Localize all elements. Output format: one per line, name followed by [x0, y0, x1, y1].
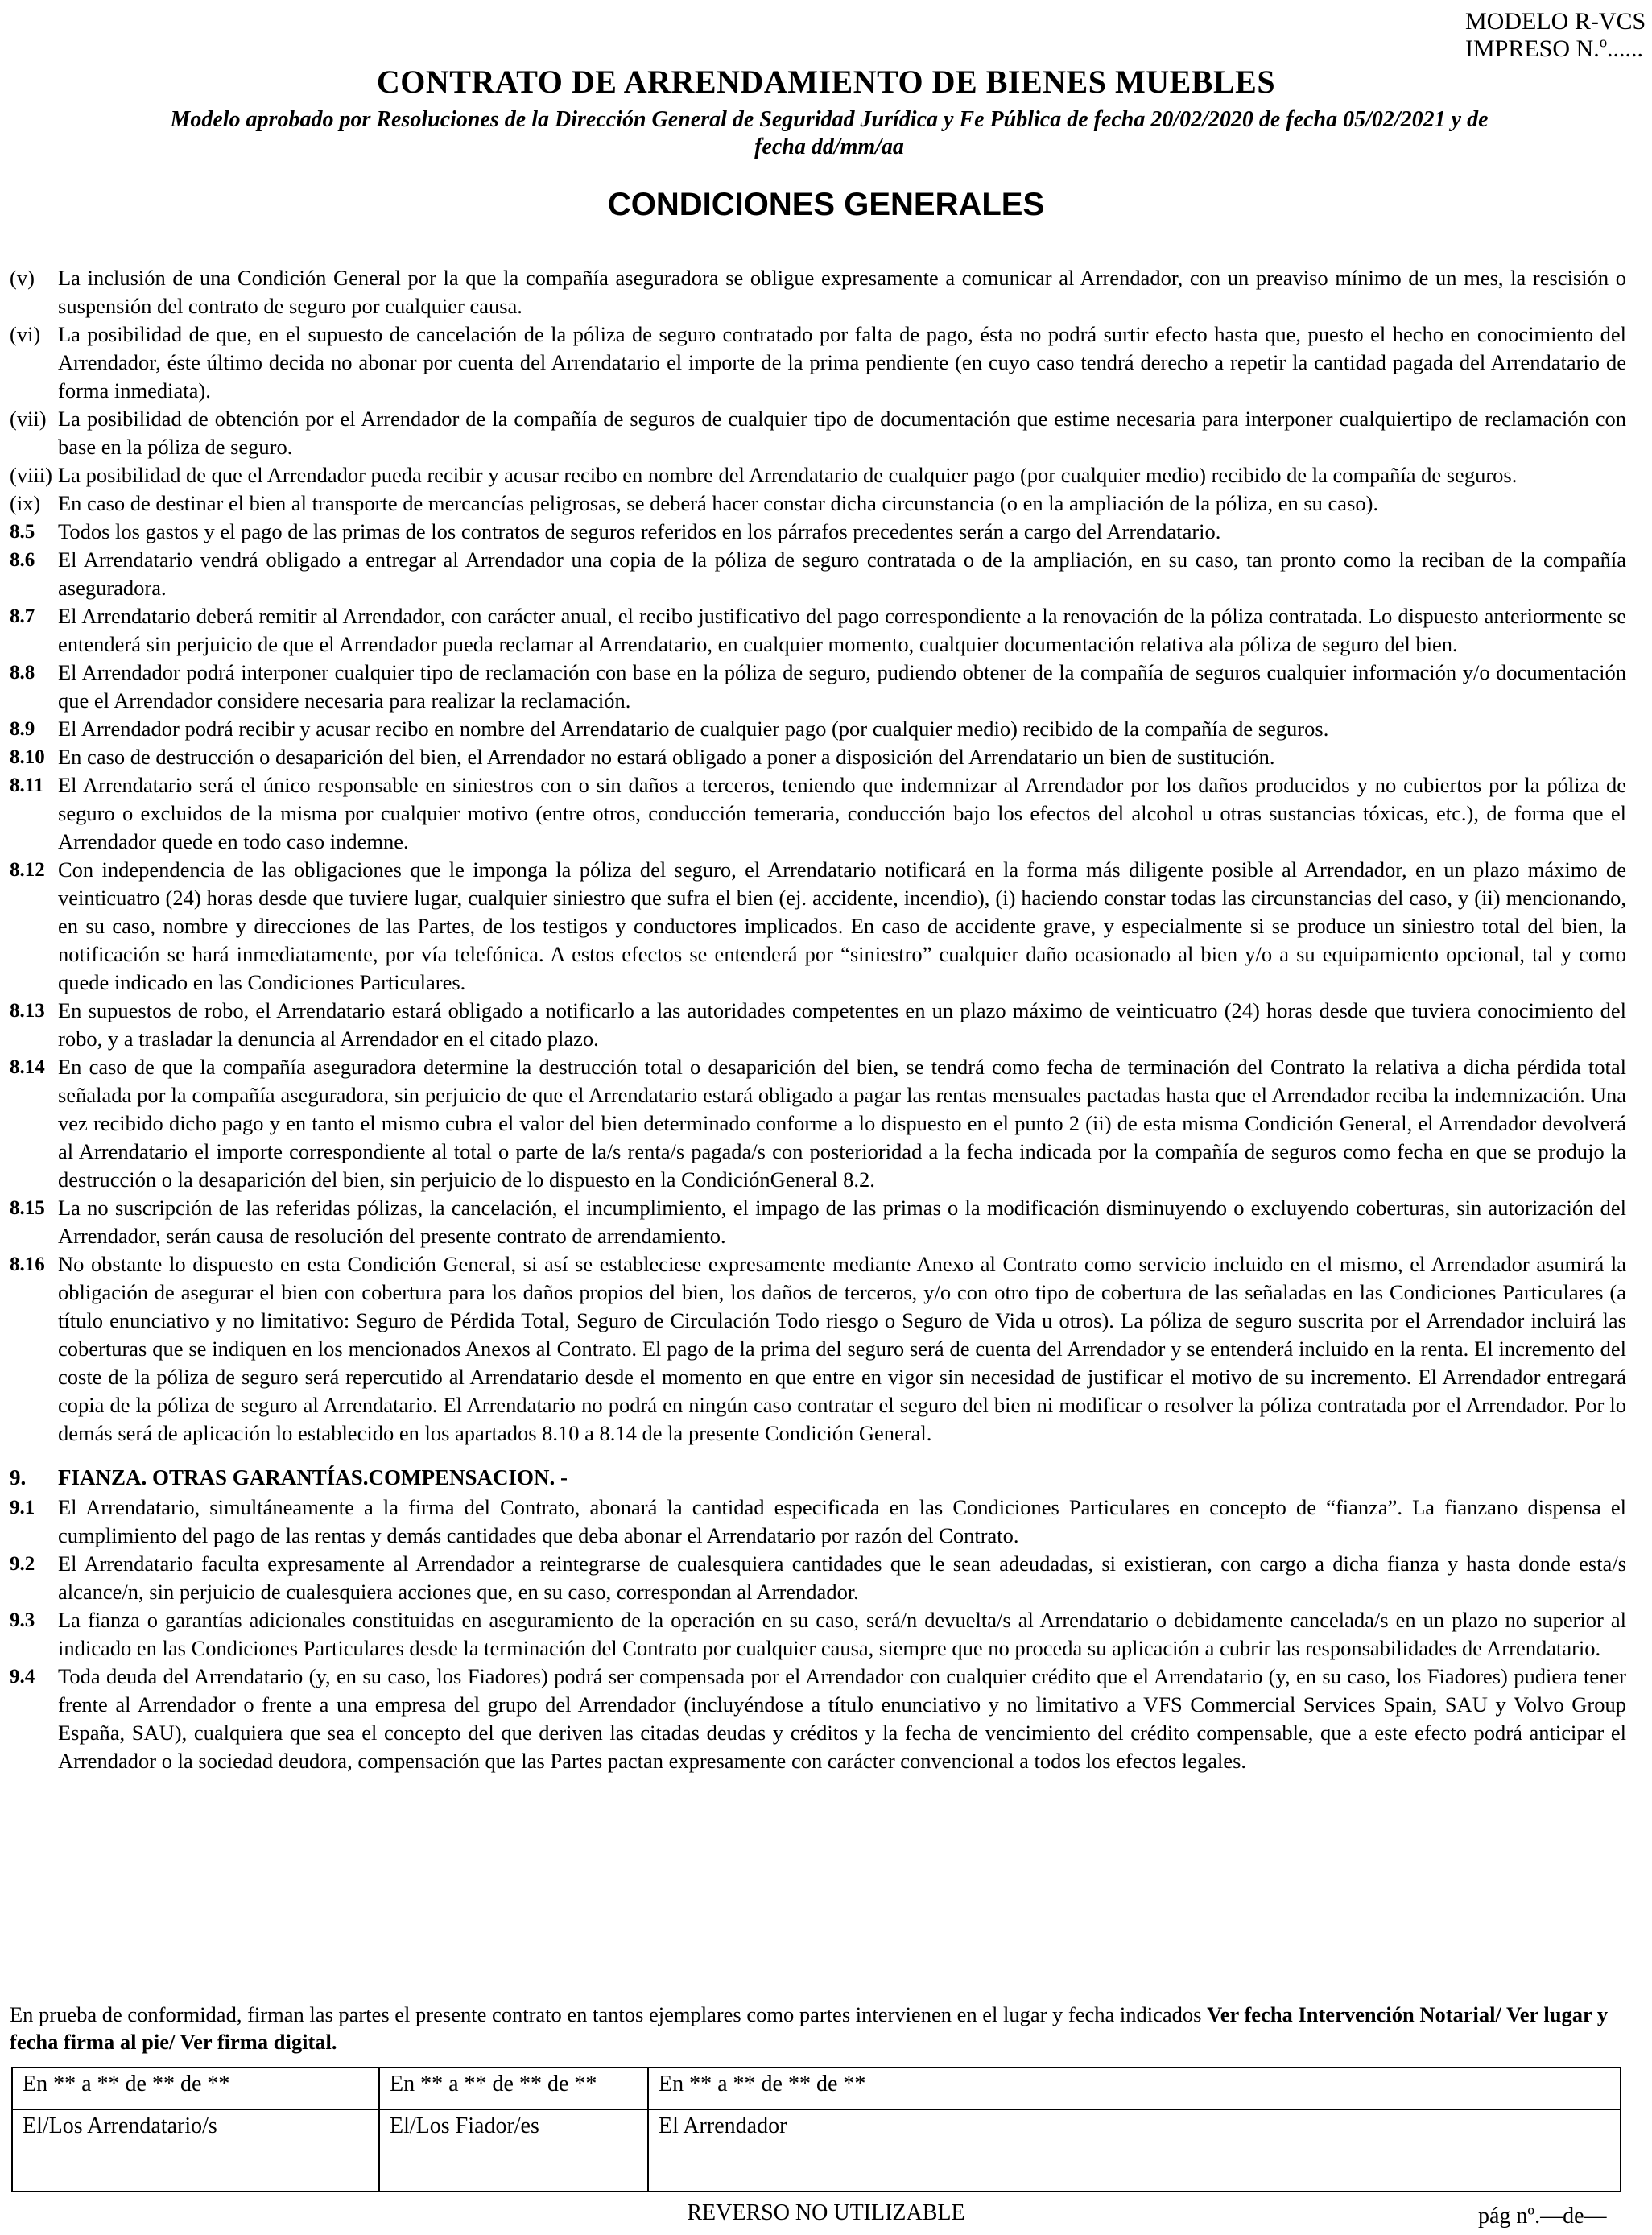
clause-number: 9.4 [10, 1666, 35, 1688]
clause [10, 1250, 1626, 1448]
clause [10, 1053, 1626, 1194]
clause-text: En caso de que la compañía aseguradora determine la destrucción total o desaparición del bien, se tendrá como fecha de terminación del Contrato la relativa a dicha pérdida total señalada por la compañía aseguradora, sin perjuicio de que el Arrendatario estará obligado a pagar las rentas mensuales pactadas hasta que el Arrendador reciba la indemnización. Una vez recibido dicho pago y en tanto el mismo cubra el valor del bien determinado conforme a lo dispuesto en el punto 2 (ii) de esta misma Condición General, el Arrendador devolverá al Arrendatario el importe correspondiente al total o parte de la/s renta/s pagada/s con posterioridad a la fecha indicada por la compañía de seguros como fecha en que se produjo la destrucción o la desaparición del bien, sin perjuicio de lo dispuesto en la CondiciónGeneral 8.2. [58, 1055, 1626, 1192]
document-title: CONTRATO DE ARRENDAMIENTO DE BIENES MUEBLES [376, 64, 1276, 100]
clause-text: En supuestos de robo, el Arrendatario estará obligado a notificarlo a las autoridades competentes en un plazo máximo de veinticuatro (24) horas desde que tuviera conocimiento del robo, y a trasladar la denuncia al Arrendador en el citado plazo. [58, 998, 1626, 1051]
signature-table [11, 2067, 1621, 2192]
model-reference [1465, 8, 1646, 63]
clause-number: (ix) [10, 491, 41, 515]
clause-number: 8.15 [10, 1197, 45, 1219]
signature-statement-text: En prueba de conformidad, firman las partes el presente contrato en tantos ejemplares como partes intervienen en el lugar y fecha indicados [10, 2002, 1208, 2026]
clause-number: 8.6 [10, 549, 35, 571]
clause-text: Con independencia de las obligaciones que le imponga la póliza del seguro, el Arrendatario notificará en la forma más diligente posible al Arrendador, en un plazo máximo de veinticuatro (24) horas desde que tuviere lugar, cualquier siniestro que sufra el bien (ej. accidente, incendio), (i) haciendo constar todas las circunstancias del caso, y (ii) mencionando, en su caso, nombre y direcciones de las Partes, de los testigos y conductores implicados. En caso de accidente grave, y especialmente si se produce un siniestro total del bien, la notificación se hará inmediatamente, por vía telefónica. A estos efectos se entenderá por “siniestro” cualquier daño ocasionado al bien y/o a su equipamiento opcional, tal y como quede indicado en las Condiciones Particulares. [58, 857, 1626, 994]
signature-statement [10, 2001, 1620, 2055]
clauses-list-9 [10, 1493, 1626, 1775]
clause [10, 518, 1626, 546]
clause [10, 490, 1626, 518]
clause-text: La posibilidad de que el Arrendador pueda recibir y acusar recibo en nombre del Arrendatario de cualquier pago (por cualquier medio) recibido de la compañía de seguros. [58, 463, 1518, 487]
clause-text: La fianza o garantías adicionales constituidas en aseguramiento de la operación en su caso, será/n devuelta/s al Arrendatario o debidamente cancelada/s en un plazo no superior al indicado en las Condiciones Particulares desde la terminación del Contrato por cualquier causa, siempre que no proceda su aplicación a cubrir las responsabilidades de Arrendatario. [58, 1608, 1626, 1660]
clause [10, 1550, 1626, 1606]
reverse-notice: REVERSO NO UTILIZABLE [687, 2200, 965, 2225]
clause-text: El Arrendatario faculta expresamente al Arrendador a reintegrarse de cualesquiera cantidades que le sean adeudadas, si existieran, con cargo a dicha fianza y hasta donde esta/s alcance/n, sin perjuicio de cualesquiera acciones que, en su caso, correspondan al Arrendador. [58, 1551, 1626, 1604]
clause-number: 9.2 [10, 1553, 35, 1575]
clause [10, 1194, 1626, 1250]
section-9-number: 9. [10, 1465, 27, 1489]
clause-number: (vi) [10, 322, 41, 346]
clause [10, 602, 1626, 659]
page-number: pág nº.—de— [1478, 2204, 1607, 2229]
clause [10, 997, 1626, 1053]
clause [10, 320, 1626, 405]
signature-box-tenant: El/Los Arrendatario/s [12, 2109, 379, 2192]
clause-number: 8.7 [10, 605, 35, 627]
signature-box-guarantor: El/Los Fiador/es [379, 2109, 648, 2192]
clause [10, 856, 1626, 997]
clause [10, 546, 1626, 602]
section-9-title: FIANZA. OTRAS GARANTÍAS.COMPENSACION. - [58, 1465, 568, 1489]
clause-text: El Arrendador podrá interponer cualquier tipo de reclamación con base en la póliza de seguro, pudiendo obtener de la compañía de seguros cualquier información y/o documentación que el Arrendador considere necesaria para realizar la reclamación. [58, 660, 1626, 713]
signature-box-lessor: El Arrendador [648, 2109, 1621, 2192]
clause-text: El Arrendatario deberá remitir al Arrendador, con carácter anual, el recibo justificativo del pago correspondiente a la renovación de la póliza contratada. Lo dispuesto anteriormente se entenderá sin perjuicio de que el Arrendador pueda reclamar al Arrendatario, en cualquier momento, cualquier documentación relativa ala póliza de seguro del bien. [58, 604, 1626, 656]
clause-number: 8.16 [10, 1254, 45, 1275]
clause-text: En caso de destrucción o desaparición del bien, el Arrendador no estará obligado a poner a disposición del Arrendatario un bien de sustitución. [58, 745, 1275, 769]
print-number: IMPRESO N.º...... [1465, 35, 1644, 62]
signature-statement-emphasis: Ver fecha Intervención Notarial/ Ver lugar y fecha firma al pie/ Ver firma digital. [10, 2002, 1609, 2054]
clause [10, 264, 1626, 320]
clause-number: 8.12 [10, 859, 45, 881]
section-9-heading [10, 1464, 1626, 1492]
section-heading: CONDICIONES GENERALES [607, 187, 1045, 222]
clause-text: La posibilidad de obtención por el Arrendador de la compañía de seguros de cualquier tipo de documentación que estime necesaria para interponer cualquiertipo de reclamación con base en la póliza de seguro. [58, 407, 1626, 459]
clause-text: La no suscripción de las referidas pólizas, la cancelación, el incumplimiento, el impago de las primas o la modificación disminuyendo o excluyendo coberturas, sin autorización del Arrendador, serán causa de resolución del presente contrato de arrendamiento. [58, 1196, 1626, 1248]
clauses-list-8 [10, 264, 1626, 1448]
signature-date-tenant: En ** a ** de ** de ** [12, 2068, 379, 2109]
clause-text: Todos los gastos y el pago de las primas de los contratos de seguros referidos en los párrafos precedentes serán a cargo del Arrendatario. [58, 519, 1221, 543]
clause-number: 8.14 [10, 1056, 45, 1078]
document-subtitle: Modelo aprobado por Resoluciones de la Dirección General de Seguridad Jurídica y Fe Pública de fecha 20/02/2020 de fecha 05/02/2021 y de fecha dd/mm/aa [170, 107, 1489, 159]
clause [10, 715, 1626, 743]
clause [10, 659, 1626, 715]
clause-text: El Arrendador podrá recibir y acusar recibo en nombre del Arrendatario de cualquier pago (por cualquier medio) recibido de la compañía de seguros. [58, 717, 1329, 741]
clause [10, 771, 1626, 856]
clause-number: 9.3 [10, 1609, 35, 1631]
clause-number: 8.10 [10, 746, 45, 768]
clause-text: El Arrendatario, simultáneamente a la firma del Contrato, abonará la cantidad especificada en las Condiciones Particulares en concepto de “fianza”. La fianzano dispensa el cumplimiento del pago de las rentas y demás cantidades que deba abonar el Arrendatario por razón del Contrato. [58, 1495, 1626, 1547]
signature-date-lessor: En ** a ** de ** de ** [648, 2068, 1621, 2109]
clause-text: La inclusión de una Condición General por la que la compañía aseguradora se obligue expresamente a comunicar al Arrendador, con un preaviso mínimo de un mes, la rescisión o suspensión del contrato de seguro por cualquier causa. [58, 266, 1626, 318]
clause-number: (viii) [10, 463, 52, 487]
clause-number: 9.1 [10, 1497, 35, 1518]
clause-text: El Arrendatario será el único responsable en siniestros con o sin daños a terceros, teniendo que indemnizar al Arrendador por los daños producidos y no cubiertos por la póliza de seguro o excluidos de la misma por cualquier motivo (entre otros, conducción temeraria, conducción bajo los efectos del alcohol u otras sustancias tóxicas, etc.), de forma que el Arrendador quede en todo caso indemne. [58, 773, 1626, 853]
clause-number: (vii) [10, 407, 47, 431]
clause-number: (v) [10, 266, 35, 290]
clause [10, 1663, 1626, 1775]
clause-number: 8.9 [10, 718, 35, 740]
clause [10, 1493, 1626, 1550]
clause-text: Toda deuda del Arrendatario (y, en su caso, los Fiadores) podrá ser compensada por el Arrendador con cualquier crédito que el Arrendatario (y, en su caso, los Fiadores) pudiera tener frente al Arrendador o frente a una empresa del grupo del Arrendador (incluyéndose a título enunciativo y no limitativo a VFS Commercial Services Spain, SAU y Volvo Group España, SAU), cualquiera que sea el concepto del que deriven las citadas deudas y créditos y la fecha de vencimiento del crédito compensable, que a este efecto podrá anticipar el Arrendador o la sociedad deudora, compensación que las Partes pactan expresamente con carácter convencional a todos los efectos legales. [58, 1664, 1626, 1773]
clause-number: 8.8 [10, 662, 35, 684]
clause-text: En caso de destinar el bien al transporte de mercancías peligrosas, se deberá hacer constar dicha circunstancia (o en la ampliación de la póliza, en su caso). [58, 491, 1379, 515]
clause-number: 8.5 [10, 521, 35, 543]
clause-text: No obstante lo dispuesto en esta Condición General, si así se estableciese expresamente mediante Anexo al Contrato como servicio incluido en el mismo, el Arrendador asumirá la obligación de asegurar el bien con cobertura para los daños propios del bien, los daños de terceros, y/o con otro tipo de cobertura de las señaladas en las Condiciones Particulares (a título enunciativo y no limitativo: Seguro de Pérdida Total, Seguro de Circulación Todo riesgo o Seguro de Vida u otros). La póliza de seguro suscrita por el Arrendador incluirá las coberturas que se indiquen en los mencionados Anexos al Contrato. El pago de la prima del seguro será de cuenta del Arrendador y se entenderá incluido en la renta. El incremento del coste de la póliza de seguro será repercutido al Arrendatario desde el momento en que entre en vigor sin necesidad de justificar el motivo de su incremento. El Arrendador entregará copia de la póliza de seguro al Arrendatario. El Arrendatario no podrá en ningún caso contratar el seguro del bien ni modificar o resolver la póliza contratada por el Arrendador. Por lo demás será de aplicación lo establecido en los apartados 8.10 a 8.14 de la presente Condición General. [58, 1252, 1626, 1445]
clause [10, 461, 1626, 490]
clause [10, 405, 1626, 461]
clause-number: 8.11 [10, 775, 44, 796]
clause-text: La posibilidad de que, en el supuesto de cancelación de la póliza de seguro contratado por falta de pago, ésta no podrá surtir efecto hasta que, puesto el hecho en conocimiento del Arrendador, éste último decida no abonar por cuenta del Arrendatario el importe de la prima pendiente (en cuyo caso tendrá derecho a repetir la cantidad pagada del Arrendatario de forma inmediata). [58, 322, 1626, 403]
model-code: MODELO R-VCS [1465, 8, 1646, 35]
clause [10, 743, 1626, 771]
clause-text: El Arrendatario vendrá obligado a entregar al Arrendador una copia de la póliza de seguro contratada o de la ampliación, en su caso, tan pronto como la reciban de la compañía aseguradora. [58, 547, 1626, 600]
signature-date-guarantor: En ** a ** de ** de ** [379, 2068, 648, 2109]
clause [10, 1606, 1626, 1663]
clause-number: 8.13 [10, 1000, 45, 1022]
clauses-body [10, 264, 1626, 1775]
